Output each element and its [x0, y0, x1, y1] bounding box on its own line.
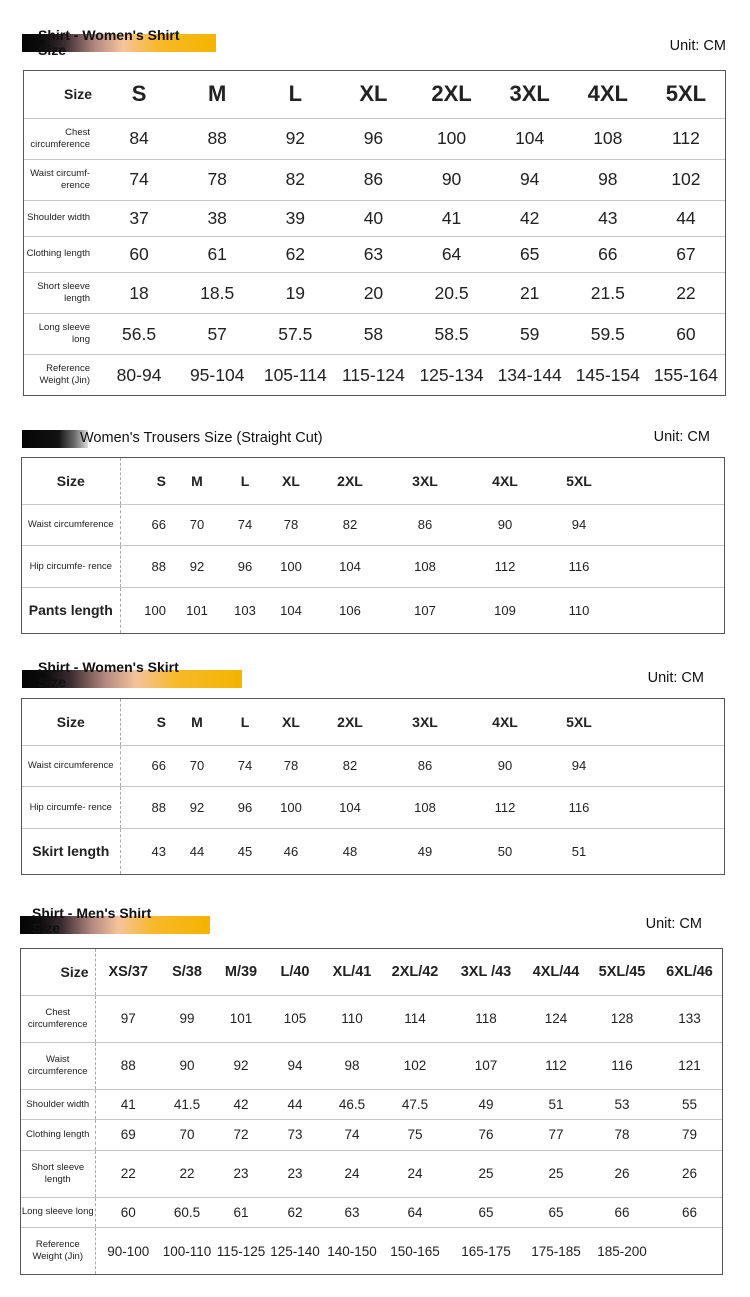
table-cell: 155-164 [653, 364, 719, 385]
size-header: 3XL [491, 71, 569, 118]
table-cell: 100 [144, 602, 166, 618]
size-header: 3XL [384, 699, 466, 745]
table-cell: 185-200 [597, 1243, 647, 1259]
table-cell: 121 [657, 1042, 722, 1089]
womens-shirt-section [0, 28, 750, 398]
table-cell: 21 [491, 273, 569, 314]
table-cell: 94 [544, 504, 614, 546]
row-label: Short sleeve length [24, 273, 100, 314]
table-cell: 82 [316, 745, 384, 787]
table-cell: 66 [587, 1197, 657, 1227]
table-cell: 76 [447, 1120, 525, 1150]
table-cell: 104 [491, 118, 569, 159]
table-cell: 86 [384, 504, 466, 546]
table-cell: 107 [414, 602, 436, 618]
empty-cell [614, 828, 724, 874]
table-cell: 100 [266, 546, 316, 588]
table-row [21, 995, 722, 1042]
table-cell: 128 [587, 995, 657, 1042]
table-cell: 92 [213, 1042, 269, 1089]
table-cell: 116 [544, 787, 614, 829]
table-cell: 63 [321, 1197, 383, 1227]
size-header: M [178, 71, 256, 118]
table-cell: 106 [339, 602, 361, 618]
table-cell: 50 [497, 843, 513, 859]
table-cell: 26 [587, 1150, 657, 1197]
row-label: Hip circumfe- rence [22, 546, 120, 588]
size-header: L [224, 699, 266, 745]
table-cell [657, 1228, 722, 1274]
table-row [24, 159, 725, 200]
table-cell: 41.5 [161, 1090, 213, 1120]
row-label: Shoulder width [24, 200, 100, 236]
table-cell: 62 [256, 236, 334, 272]
table-cell: 42 [491, 200, 569, 236]
row-label: Long sleeve long [21, 1197, 95, 1227]
table-cell: 24 [383, 1150, 447, 1197]
table-cell: 48 [342, 843, 358, 859]
empty-cell [614, 745, 724, 787]
table-cell: 18.5 [178, 273, 256, 314]
table-row [22, 745, 724, 787]
table-cell: 86 [384, 745, 466, 787]
table-cell: 118 [447, 995, 525, 1042]
table-cell: 24 [321, 1150, 383, 1197]
size-header: L [224, 458, 266, 504]
row-label: Waist circumference [22, 745, 120, 787]
empty-cell [614, 458, 724, 504]
table-cell: 60 [647, 314, 725, 355]
table-cell: 55 [657, 1090, 722, 1120]
table-cell: 140-150 [327, 1243, 377, 1259]
unit-label: Unit: CM [653, 429, 710, 445]
table-cell: 108 [569, 118, 647, 159]
table-cell: 56.5 [100, 314, 178, 355]
size-header: L/40 [269, 949, 321, 995]
table-cell: 90-100 [107, 1243, 150, 1259]
table-row [22, 587, 724, 633]
table-cell: 78 [266, 745, 316, 787]
table-cell: 64 [383, 1197, 447, 1227]
table-cell: 73 [269, 1120, 321, 1150]
table-cell: 88 [95, 1042, 161, 1089]
table-cell: 61 [213, 1197, 269, 1227]
table-cell: 44 [269, 1090, 321, 1120]
table-cell: 145-154 [575, 364, 640, 385]
table-cell: 23 [269, 1150, 321, 1197]
table-cell: 98 [569, 159, 647, 200]
table-cell: 57 [178, 314, 256, 355]
table-cell: 104 [280, 602, 302, 618]
table-cell: 107 [447, 1042, 525, 1089]
table-row [21, 1150, 722, 1197]
table-cell: 67 [647, 236, 725, 272]
table-cell: 92 [170, 787, 224, 829]
table-cell: 63 [334, 236, 412, 272]
table-cell: 70 [170, 504, 224, 546]
size-header: S [100, 71, 178, 118]
section-title-line2: Size [38, 42, 67, 58]
table-cell: 69 [95, 1120, 161, 1150]
table-cell: 65 [491, 236, 569, 272]
row-label: Clothing length [24, 236, 100, 272]
table-cell: 150-165 [390, 1243, 440, 1259]
size-column-header: Size [21, 949, 95, 995]
table-cell: 77 [525, 1120, 587, 1150]
womens-trousers-section [0, 424, 750, 636]
table-row [21, 1197, 722, 1227]
table-cell: 70 [170, 745, 224, 787]
table-row [21, 1228, 722, 1274]
table-cell: 104 [316, 546, 384, 588]
size-header: 5XL [544, 699, 614, 745]
table-cell: 101 [186, 602, 208, 618]
table-cell: 66 [120, 504, 170, 546]
row-label: Hip circumfe- rence [22, 787, 120, 829]
table-cell: 39 [256, 200, 334, 236]
title-gradient-bar [22, 430, 88, 448]
table-cell: 53 [587, 1090, 657, 1120]
table-cell: 134-144 [497, 364, 562, 385]
table-header-row [24, 71, 725, 118]
empty-cell [614, 699, 724, 745]
size-header: M/39 [213, 949, 269, 995]
table-cell: 116 [544, 546, 614, 588]
table-cell: 112 [466, 546, 544, 588]
table-cell: 105-114 [263, 364, 327, 385]
table-cell: 58 [334, 314, 412, 355]
table-row [24, 355, 725, 395]
section-title-line1: Shirt - Women's Skirt [38, 659, 179, 675]
row-label: Long sleeve long [24, 314, 100, 355]
table-cell: 22 [647, 273, 725, 314]
table-cell: 23 [213, 1150, 269, 1197]
table-cell: 96 [224, 787, 266, 829]
table-cell: 25 [525, 1150, 587, 1197]
table-cell: 59.5 [569, 314, 647, 355]
table-cell: 66 [657, 1197, 722, 1227]
table-cell: 42 [213, 1090, 269, 1120]
table-cell: 25 [447, 1150, 525, 1197]
table-cell: 116 [587, 1042, 657, 1089]
table-cell: 99 [161, 995, 213, 1042]
row-label: Chest circumference [21, 995, 95, 1042]
table-cell: 18 [100, 273, 178, 314]
size-header: XS/37 [95, 949, 161, 995]
row-label: Shoulder width [21, 1090, 95, 1120]
table-cell: 94 [269, 1042, 321, 1089]
table-cell: 110 [568, 602, 590, 618]
table-cell: 101 [213, 995, 269, 1042]
size-header: L [256, 71, 334, 118]
table-cell: 61 [178, 236, 256, 272]
table-row [24, 314, 725, 355]
size-header: 3XL [384, 458, 466, 504]
table-cell: 165-175 [461, 1243, 511, 1259]
table-row [24, 200, 725, 236]
size-table-womens-skirt [21, 698, 725, 875]
table-cell: 86 [334, 159, 412, 200]
size-header: 4XL [466, 458, 544, 504]
row-label: Short sleeve length [21, 1150, 95, 1197]
table-cell: 90 [161, 1042, 213, 1089]
section-title [32, 906, 151, 936]
table-cell: 26 [657, 1150, 722, 1197]
table-cell: 115-125 [216, 1243, 266, 1259]
table-cell: 115-124 [341, 364, 405, 385]
size-table-womens-shirt [23, 70, 726, 396]
table-cell: 74 [321, 1120, 383, 1150]
table-cell: 60.5 [161, 1197, 213, 1227]
table-cell: 109 [494, 602, 516, 618]
section-title-banner [22, 28, 222, 58]
table-cell: 74 [100, 159, 178, 200]
table-cell: 45 [237, 843, 253, 859]
table-cell: 51 [571, 843, 587, 859]
table-cell: 75 [383, 1120, 447, 1150]
unit-label: Unit: CM [645, 916, 702, 932]
table-cell: 96 [224, 546, 266, 588]
table-cell: 65 [525, 1197, 587, 1227]
size-header: 2XL/42 [383, 949, 447, 995]
table-cell: 51 [525, 1090, 587, 1120]
table-cell: 46 [283, 843, 299, 859]
section-title-line2: Size [32, 920, 61, 936]
table-cell: 100-110 [162, 1243, 212, 1259]
table-cell: 78 [587, 1120, 657, 1150]
section-title-banner [22, 660, 252, 690]
table-cell: 72 [213, 1120, 269, 1150]
table-cell: 125-134 [419, 364, 484, 385]
size-header: XL/41 [321, 949, 383, 995]
row-label: Waist circumference [22, 504, 120, 546]
table-cell: 66 [569, 236, 647, 272]
table-cell: 20.5 [413, 273, 491, 314]
table-cell: 95-104 [189, 364, 245, 385]
row-label: Waist circumf- erence [24, 159, 100, 200]
table-cell: 98 [321, 1042, 383, 1089]
table-cell: 44 [647, 200, 725, 236]
table-cell: 74 [224, 745, 266, 787]
table-row [24, 118, 725, 159]
table-header-row [21, 949, 722, 995]
table-cell: 102 [647, 159, 725, 200]
table-cell: 40 [334, 200, 412, 236]
table-cell: 100 [413, 118, 491, 159]
size-header: S [120, 458, 170, 504]
table-row [22, 787, 724, 829]
section-title-banner [22, 424, 352, 454]
size-column-header: Size [22, 699, 120, 745]
table-cell: 80-94 [116, 364, 162, 385]
row-label: Reference Weight (Jin) [21, 1228, 95, 1274]
table-cell: 49 [417, 843, 433, 859]
section-title-line1: Shirt - Women's Shirt [38, 27, 180, 43]
table-cell: 66 [120, 745, 170, 787]
table-cell: 37 [100, 200, 178, 236]
section-title-banner [20, 906, 220, 936]
table-cell: 108 [384, 546, 466, 588]
table-cell: 60 [100, 236, 178, 272]
size-header: M [170, 699, 224, 745]
size-header: 2XL [316, 458, 384, 504]
table-cell: 124 [525, 995, 587, 1042]
table-cell: 90 [413, 159, 491, 200]
size-header: S [120, 699, 170, 745]
table-row [22, 828, 724, 874]
table-row [22, 504, 724, 546]
size-header: 6XL/46 [657, 949, 722, 995]
table-cell: 88 [120, 787, 170, 829]
table-cell: 92 [170, 546, 224, 588]
table-cell: 43 [151, 843, 166, 859]
table-cell: 58.5 [413, 314, 491, 355]
row-label: Reference Weight (Jin) [39, 363, 90, 387]
table-cell: 112 [525, 1042, 587, 1089]
table-cell: 57.5 [256, 314, 334, 355]
size-header: S/38 [161, 949, 213, 995]
size-header: 3XL /43 [447, 949, 525, 995]
size-header: 4XL [569, 71, 647, 118]
table-row [22, 546, 724, 588]
size-header: M [170, 458, 224, 504]
unit-label: Unit: CM [647, 670, 704, 686]
table-cell: 65 [447, 1197, 525, 1227]
table-row [21, 1090, 722, 1120]
table-cell: 70 [161, 1120, 213, 1150]
table-cell: 92 [256, 118, 334, 159]
empty-cell [614, 787, 724, 829]
table-cell: 100 [266, 787, 316, 829]
table-cell: 112 [466, 787, 544, 829]
table-cell: 60 [95, 1197, 161, 1227]
table-cell: 82 [316, 504, 384, 546]
row-label: Waist circumference [21, 1042, 95, 1089]
table-cell: 110 [321, 995, 383, 1042]
row-label: Pants length [22, 587, 120, 633]
empty-cell [614, 546, 724, 588]
size-header: XL [266, 458, 316, 504]
size-table-womens-trousers [21, 457, 725, 634]
table-cell: 38 [178, 200, 256, 236]
table-cell: 22 [95, 1150, 161, 1197]
empty-cell [614, 587, 724, 633]
table-row [21, 1120, 722, 1150]
table-cell: 62 [269, 1197, 321, 1227]
table-cell: 114 [383, 995, 447, 1042]
size-column-header: Size [24, 71, 100, 118]
row-label: Chest circumference [24, 118, 100, 159]
table-cell: 90 [466, 504, 544, 546]
section-title: Women's Trousers Size (Straight Cut) [80, 430, 323, 446]
size-header: XL [334, 71, 412, 118]
section-title-line1: Shirt - Men's Shirt [32, 905, 152, 921]
table-cell: 88 [178, 118, 256, 159]
table-cell: 78 [178, 159, 256, 200]
table-cell: 79 [657, 1120, 722, 1150]
table-cell: 49 [447, 1090, 525, 1120]
table-row [21, 1042, 722, 1089]
table-cell: 21.5 [569, 273, 647, 314]
table-cell: 103 [234, 602, 256, 618]
size-header: 5XL [647, 71, 725, 118]
table-cell: 82 [256, 159, 334, 200]
size-header: XL [266, 699, 316, 745]
table-cell: 125-140 [270, 1243, 320, 1259]
table-cell: 78 [266, 504, 316, 546]
table-cell: 59 [491, 314, 569, 355]
section-title [38, 660, 179, 690]
table-row [24, 273, 725, 314]
row-label: Clothing length [21, 1120, 95, 1150]
size-header: 4XL [466, 699, 544, 745]
table-cell: 47.5 [383, 1090, 447, 1120]
table-cell: 74 [224, 504, 266, 546]
table-cell: 94 [544, 745, 614, 787]
table-cell: 41 [413, 200, 491, 236]
table-cell: 19 [256, 273, 334, 314]
table-cell: 105 [269, 995, 321, 1042]
table-cell: 97 [95, 995, 161, 1042]
row-label: Skirt length [22, 828, 120, 874]
unit-label: Unit: CM [669, 38, 726, 54]
table-cell: 112 [647, 118, 725, 159]
table-cell: 20 [334, 273, 412, 314]
table-cell: 88 [120, 546, 170, 588]
section-title [38, 28, 180, 58]
table-cell: 104 [316, 787, 384, 829]
mens-shirt-section [0, 906, 750, 1278]
size-header: 5XL [544, 458, 614, 504]
table-cell: 22 [161, 1150, 213, 1197]
size-header: 4XL/44 [525, 949, 587, 995]
size-column-header: Size [22, 458, 120, 504]
table-cell: 41 [95, 1090, 161, 1120]
table-cell: 43 [569, 200, 647, 236]
womens-skirt-section [0, 660, 750, 878]
table-cell: 102 [383, 1042, 447, 1089]
table-cell: 90 [466, 745, 544, 787]
table-header-row [22, 699, 724, 745]
size-header: 2XL [316, 699, 384, 745]
table-header-row [22, 458, 724, 504]
table-row [24, 236, 725, 272]
table-cell: 108 [384, 787, 466, 829]
table-cell: 64 [413, 236, 491, 272]
table-cell: 96 [334, 118, 412, 159]
table-cell: 133 [657, 995, 722, 1042]
table-cell: 175-185 [531, 1243, 581, 1259]
size-table-mens-shirt [20, 948, 723, 1275]
table-cell: 94 [491, 159, 569, 200]
table-cell: 44 [189, 843, 205, 859]
size-header: 5XL/45 [587, 949, 657, 995]
size-header: 2XL [413, 71, 491, 118]
table-cell: 84 [100, 118, 178, 159]
section-title-line2: Size [38, 674, 67, 690]
empty-cell [614, 504, 724, 546]
table-cell: 46.5 [321, 1090, 383, 1120]
